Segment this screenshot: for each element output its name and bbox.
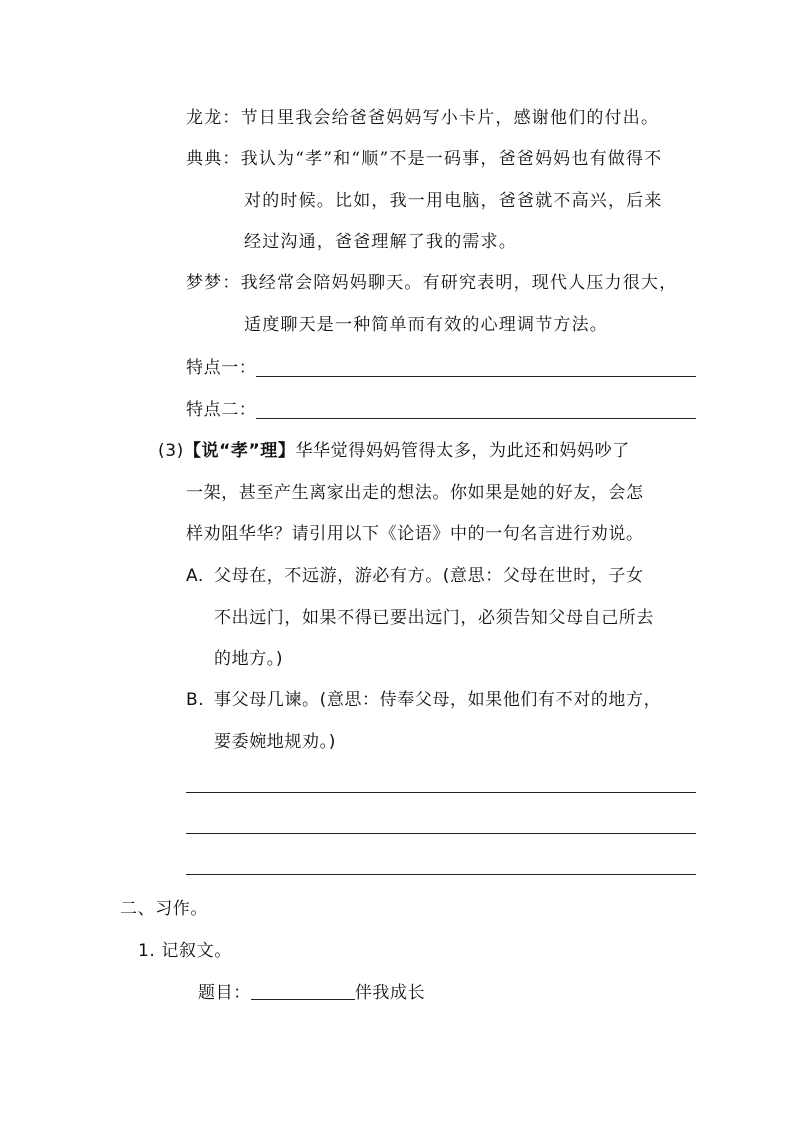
speaker-longlong: 龙龙： xyxy=(186,108,241,128)
q3-tag: 【说“孝”理】 xyxy=(183,441,296,461)
dialog-diandian-line1 xyxy=(186,147,662,171)
section2-title: 二、习作。 xyxy=(120,899,208,919)
dialog-mengmeng-line1 xyxy=(186,271,677,295)
q3-line1 xyxy=(158,439,630,463)
option-b-text-2: 要委婉地规劝。) xyxy=(214,732,336,752)
answer-line-2[interactable] xyxy=(186,833,696,834)
q3-text-3: 样劝阻华华？请引用以下《论语》中的一句名言进行劝说。 xyxy=(186,524,644,544)
topic-row xyxy=(198,981,425,1005)
mengmeng-text-1: 我经常会陪妈妈聊天。有研究表明，现代人压力很大， xyxy=(240,273,678,293)
speaker-mengmeng: 梦梦： xyxy=(186,273,241,293)
option-a-text-3: 的地方。) xyxy=(214,649,284,669)
diandian-text-3: 经过沟通，爸爸理解了我的需求。 xyxy=(244,232,517,252)
speaker-diandian: 典典： xyxy=(186,149,241,169)
answer-line-3[interactable] xyxy=(186,874,696,875)
q3-number: (3) xyxy=(158,441,184,461)
option-a-letter: A. xyxy=(186,566,204,586)
feature-one-label: 特点一： xyxy=(186,358,257,378)
topic-blank[interactable] xyxy=(251,981,355,1000)
answer-line-1[interactable] xyxy=(186,792,696,793)
feature-one-blank[interactable] xyxy=(256,376,696,377)
section2-item1: 1. 记叙文。 xyxy=(138,941,232,961)
longlong-text: 节日里我会给爸爸妈妈写小卡片，感谢他们的付出。 xyxy=(240,108,660,128)
option-a-line1 xyxy=(186,564,644,588)
q3-text-2: 一架，甚至产生离家出走的想法。你如果是她的好友，会怎 xyxy=(186,483,644,503)
option-a-text-1: 父母在，不远游，游必有方。(意思：父母在世时，子女 xyxy=(214,566,644,586)
dialog-longlong xyxy=(186,106,659,130)
option-a-text-2: 不出远门，如果不得已要出远门，必须告知父母自己所去 xyxy=(214,608,654,628)
option-b-line1 xyxy=(186,688,661,712)
feature-two-blank[interactable] xyxy=(256,418,696,419)
mengmeng-text-2: 适度聊天是一种简单而有效的心理调节方法。 xyxy=(244,315,608,335)
feature-two-label: 特点二： xyxy=(186,400,257,420)
option-b-letter: B. xyxy=(186,690,205,710)
topic-suffix: 伴我成长 xyxy=(354,983,426,1003)
diandian-text-2: 对的时候。比如，我一用电脑，爸爸就不高兴，后来 xyxy=(244,191,663,211)
q3-text-1: 华华觉得妈妈管得太多，为此还和妈妈吵了 xyxy=(295,441,630,461)
diandian-text-1: 我认为“孝”和“顺”不是一码事，爸爸妈妈也有做得不 xyxy=(240,149,663,169)
option-b-text-1: 事父母几谏。(意思：侍奉父母，如果他们有不对的地方， xyxy=(214,690,662,710)
topic-label: 题目： xyxy=(198,983,251,1003)
